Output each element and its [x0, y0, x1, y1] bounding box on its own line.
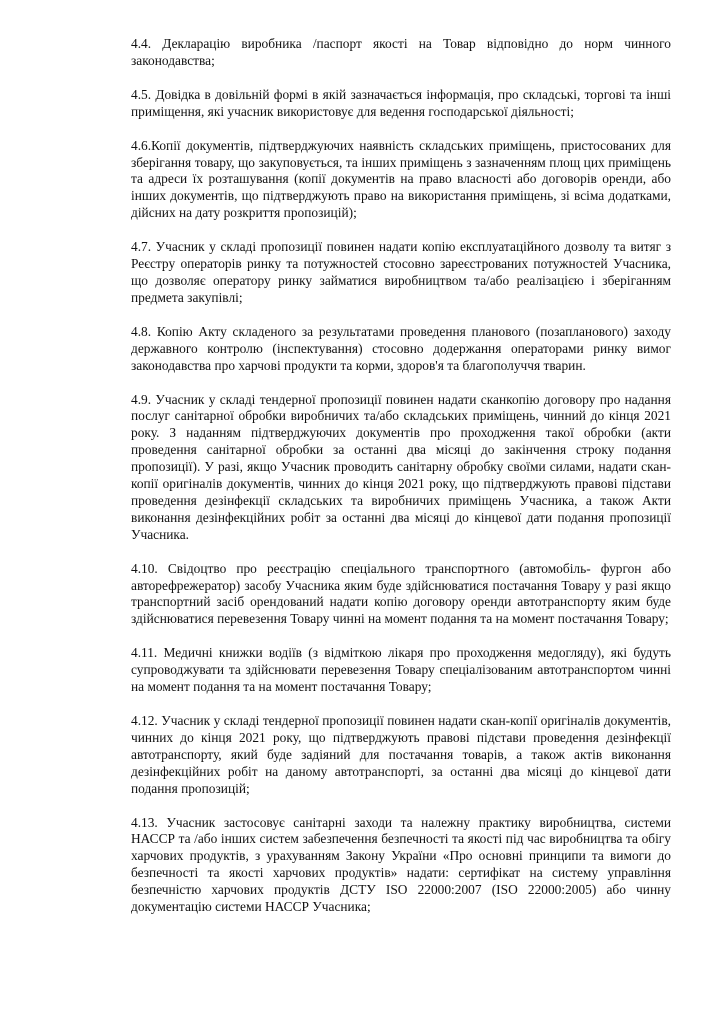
- paragraph-4-9: 4.9. Учасник у складі тендерної пропозиції повинен надати сканкопію договору про надання послуг санітарної обробки виробничих та/або складських приміщень, чинний до кінця 2021 року. З наданням підтверджуючих документів про проходження такої обробки (акти проведення санітарної обробки за останні два місяці до закінчення строку подання пропозиції). У разі, якщо Учасник проводить санітарну обробку своїми силами, надати скан-копії оригіналів документів, чинних до кінця 2021 року, що підтверджують правові підстави проведення дезінфекції складських та виробничих приміщень Учасника, а також Акти виконання дезінфекційних робіт за останні два місяці до кінцевої дати подання пропозиції Учасника.: [131, 391, 671, 542]
- paragraph-4-10: 4.10. Свідоцтво про реєстрацію спеціального транспортного (автомобіль- фургон або авторефрежератор) засобу Учасника яким буде здійснюватися постачання Товару у разі якщо транспортний засіб орендований надати копію договору оренди автотранспорту яким буде здійснюватися перевезення Товару чинні на момент подання та на момент постачання Товару;: [131, 560, 671, 627]
- paragraph-4-6: 4.6.Копії документів, підтверджуючих наявність складських приміщень, пристосованих для зберігання товару, що закуповується, та інших приміщень з зазначенням площ цих приміщень та адреси їх розташування (копії документів на право власності або договорів оренди, або інших документів, що підтверджують право на використання приміщень, зі всіма додатками, дійсних на дату розкриття пропозицій);: [131, 137, 671, 221]
- paragraph-4-11: 4.11. Медичні книжки водіїв (з відміткою лікаря про проходження медогляду), які будуть супроводжувати та здійснювати перевезення Товару спеціалізованим автотранспортом чинні на момент подання та на момент постачання Товару;: [131, 645, 671, 695]
- document-page: [131, 30, 671, 916]
- paragraph-4-12: 4.12. Учасник у складі тендерної пропозиції повинен надати скан-копії оригіналів документів, чинних до кінця 2021 року, що підтверджують правові підстави проведення дезінфекції автотранспорту, який буде задіяний для постачання товарів, а також актів виконання дезінфекційних робіт на даному автотранспорті, за останні два місяці до кінцевої дати подання пропозицій;: [131, 713, 671, 796]
- paragraph-4-4: 4.4. Декларацію виробника /паспорт якості на Товар відповідно до норм чинного законодавства;: [131, 36, 671, 68]
- paragraph-4-13: 4.13. Учасник застосовує санітарні заходи та належну практику виробництва, системи НАССР та /або інших систем забезпечення безпечності та якості під час виробництва та обігу харчових продуктів, з урахуванням Закону України «Про основні принципи та вимоги до безпечності та якості харчових продуктів» надати: сертифікат на систему управління безпечністю харчових продуктів ДСТУ ISO 22000:2007 (ISO 22000:2005) або чинну документацію системи НАССР Учасника;: [131, 814, 671, 915]
- paragraph-4-5: 4.5. Довідка в довільній формі в якій зазначається інформація, про складські, торгові та інші приміщення, які учасник використовує для ведення господарської діяльності;: [131, 86, 671, 119]
- paragraph-4-8: 4.8. Копію Акту складеного за результатами проведення планового (позапланового) заходу державного контролю (інспектування) стосовно додержання операторами ринку вимог законодавства про харчові продукти та корми, здоров'я та благополуччя тварин.: [131, 323, 671, 373]
- paragraph-4-7: 4.7. Учасник у складі пропозиції повинен надати копію експлуатаційного дозволу та витяг з Реєстру операторів ринку та потужностей стосовно зареєстрованих потужностей Учасника, що дозволяє оператору ринку займатися виробництвом та/або реалізацією і зберіганням предмета закупівлі;: [131, 239, 671, 305]
